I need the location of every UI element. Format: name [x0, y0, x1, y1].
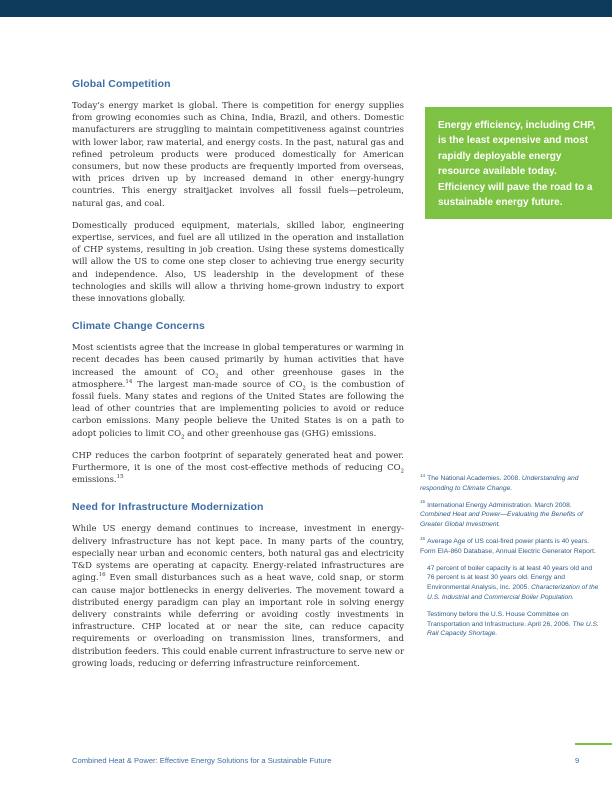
footnote-ref-15: 15: [116, 474, 124, 481]
top-banner-bar: [0, 0, 612, 17]
footer-title: Combined Heat & Power: Effective Energy Solutions for a Sustainable Future: [72, 756, 332, 765]
heading-infrastructure: Need for Infrastructure Modernization: [72, 501, 264, 514]
footnote-15: $^{15}$ International Energy Administration. March 2008. Combined Heat and Power—Evaluating the Benefits of Greater Global Investment.: [420, 499, 583, 529]
paragraph: Today’s energy market is global. There is competition for energy supplies from growing economies such as China, India, Brazil, and others. Domestic manufacturers are struggling to maintain competitiveness against countries with lower labor, raw material, and energy costs. In the past, natural gas and refined petroleum products were produced domestically for American consumers, but now these products are frequently imported from overseas, with prices driven up by increased demand in other energy-hungry countries. This energy straitjacket involves all fossil fuels—petroleum, natural gas, and coal.: [72, 100, 404, 208]
callout-box: [425, 107, 612, 219]
paragraph: While US energy demand continues to increase, investment in energy-delivery infrastructure has not kept pace. In many parts of the country, especially near urban and economic centers, both natural gas and electricity T&D systems are operating at capacity. Energy-related infrastructures are aging.$^{16}$ Even small disturbances such as a heat wave, cold snap, or storm can cause major bottlenecks in energy deliveries. The movement toward a distributed energy paradigm can play an important role in solving energy delivery constraints while deferring or avoiding costly investments in infrastructure. CHP located at or near the site, can reduce capacity requirements or overloading on transmission lines, transformers, and distribution feeders. This could enable current infrastructure to serve new or growing loads, reducing or deferring infrastructure reinforcement.: [72, 523, 404, 668]
paragraph: CHP reduces the carbon footprint of separately generated heat and power. Furthermore, it is one of the most cost-effective methods of reducing $CO_2$ emissions.$^{15}$: [72, 449, 404, 485]
heading-global-competition: Global Competition: [72, 78, 171, 90]
callout-text: Energy efficiency, including CHP, is the least expensive and most rapidly deployable energy resource available today. Efficiency will pave the road to a sustainable energy future.: [438, 120, 596, 209]
footnote-14: $^{14}$ The National Academies. 2008. Understanding and responding to Climate Change.: [420, 472, 579, 492]
paragraph: Domestically produced equipment, materials, skilled labor, engineering expertise, services, and fuel are all utilized in the operation and installation of CHP systems, resulting in job creation. Using these systems domestically will allow the US to come one step closer to achieving true energy security and independence. Also, US leadership in the development of these technologies and skills will allow a thriving home-grown industry to export these innovations globally.: [72, 219, 404, 304]
footnote-ref-14: 14: [125, 379, 133, 386]
footnote-16-boiler: 47 percent of boiler capacity is at least 40 years old and 76 percent is at least 30 years old. Energy and Environmental Analysis, Inc. 2005. Characterization of the U.S. Industrial and Commercial Boiler Population.: [427, 564, 599, 601]
page-number: 9: [575, 756, 580, 765]
footnote-ref-16: 16: [98, 572, 106, 579]
footnote-16: $^{16}$ Average Age of US coal-fired power plants is 40 years. Form EIA-860 Database, Annual Electric Generator Report.: [420, 535, 596, 555]
footer-accent-rule: [575, 743, 612, 745]
main-column: [72, 78, 404, 679]
heading-climate-change: Climate Change Concerns: [72, 320, 205, 333]
footnotes: [420, 474, 600, 646]
paragraph: Most scientists agree that the increase in global temperatures or warming in recent decades has been caused primarily by human activities that have increased the amount of $CO_2$ and other greenhouse gases in the atmosphere.$^{14}$ The largest man-made source of $CO_2$ is the combustion of fossil fuels. Many states and regions of the United States are following the lead of other countries that are implementing policies to avoid or reduce carbon emissions. Many people believe the United States is on a path to adopt policies to limit $CO_2$ and other greenhouse gas (GHG) emissions.: [72, 342, 404, 441]
footnote-16-testimony: Testimony before the U.S. House Committee on Transportation and Infrastructure. April 26, 2006. The U.S. Rail Capacity Shortage.: [427, 610, 599, 638]
